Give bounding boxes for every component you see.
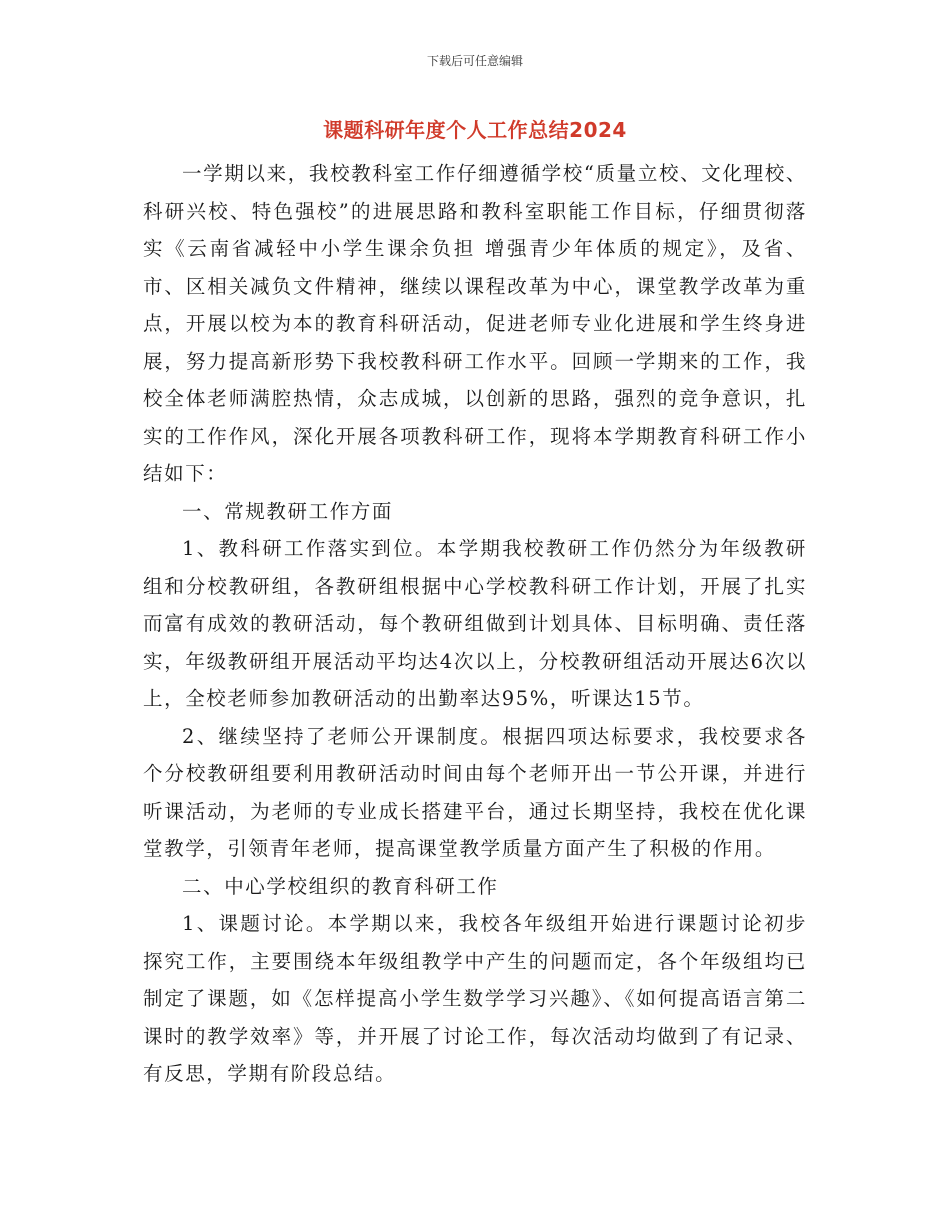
- paragraph-open-class-system: 2、继续坚持了老师公开课制度。根据四项达标要求，我校要求各个分校教研组要利用教研活动时间由每个老师开出一节公开课，并进行听课活动，为老师的专业成长搭建平台，通过长期坚持，我校在优化课堂教学，引领青年老师，提高课堂教学质量方面产生了积极的作用。: [143, 724, 807, 860]
- section-heading-central-school-research: 二、中心学校组织的教育科研工作: [182, 874, 499, 898]
- intro-paragraph: 一学期以来，我校教科室工作仔细遵循学校“质量立校、文化理校、科研兴校、特色强校”的进展思路和教科室职能工作目标，仔细贯彻落实《云南省减轻中小学生课余负担 增强青少年体质的规定》，及省、市、区相关减负文件精神，继续以课程改革为中心，课堂教学改革为重点，开展以校为本的教育科研活动，促进老师专业化进展和学生终身进展，努力提高新形势下我校教科研工作水平。回顾一学期来的工作，我校全体老师满腔热情，众志成城，以创新的思路，强烈的竞争意识，扎实的工作作风，深化开展各项教科研工作，现将本学期教育科研工作小结如下：: [143, 162, 807, 485]
- paragraph-topic-research: 1、课题讨论。本学期以来，我校各年级组开始进行课题讨论初步探究工作，主要围绕本年级组教学中产生的问题而定，各个年级组均已制定了课题，如《怎样提高小学生数学学习兴趣》、《如何提高语言第二课时的教学效率》等，并开展了讨论工作，每次活动均做到了有记录、有反思，学期有阶段总结。: [143, 912, 807, 1085]
- document-body: [143, 155, 807, 1093]
- header-note: 下载后可任意编辑: [426, 54, 523, 68]
- document-title: 课题科研年度个人工作总结2024: [323, 118, 627, 142]
- paragraph-research-implementation: 1、教科研工作落实到位。本学期我校教研工作仍然分为年级教研组和分校教研组，各教研组根据中心学校教科研工作计划，开展了扎实而富有成效的教研活动，每个教研组做到计划具体、目标明确、责任落实，年级教研组开展活动平均达4次以上，分校教研组活动开展达6次以上，全校老师参加教研活动的出勤率达95%，听课达15节。: [143, 537, 807, 710]
- section-heading-routine-research: 一、常规教研工作方面: [182, 499, 394, 523]
